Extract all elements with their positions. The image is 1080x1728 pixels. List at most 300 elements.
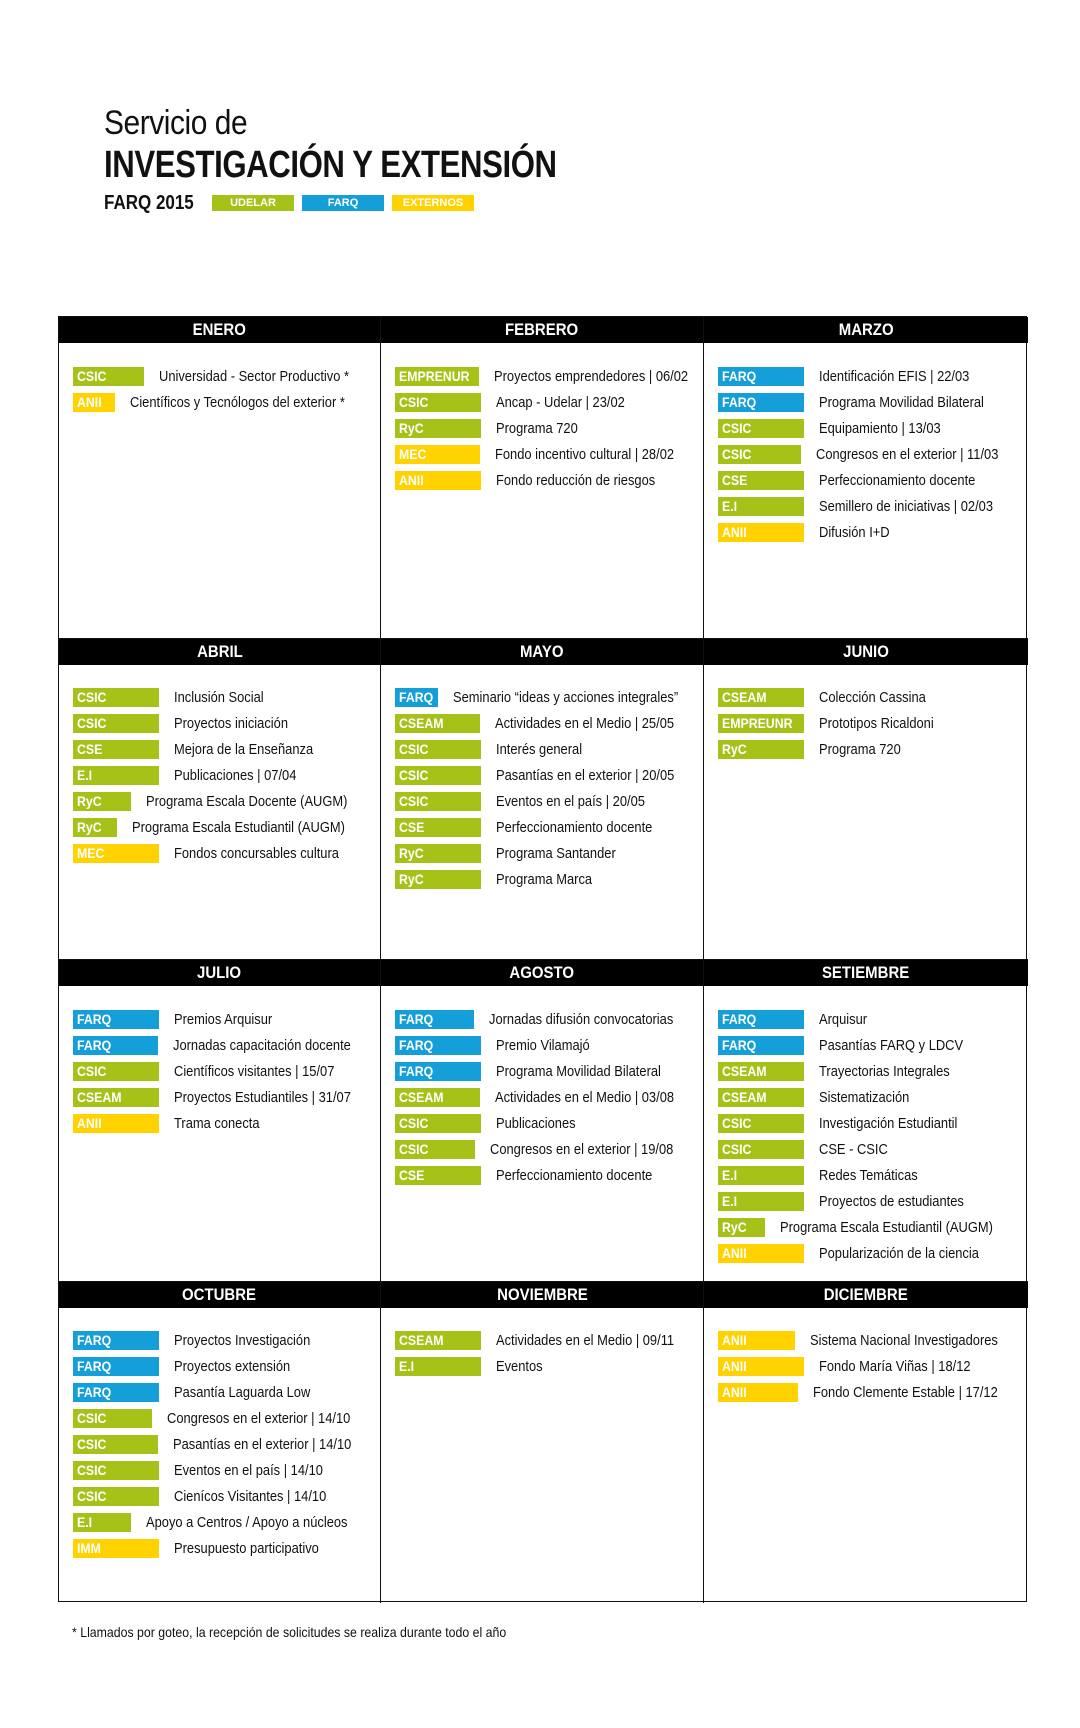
call-title: Fondo incentivo cultural | 28/02 xyxy=(494,445,674,463)
org-badge-label: ANII xyxy=(722,1332,747,1348)
list-item xyxy=(704,1084,1028,1110)
list-item xyxy=(59,363,380,389)
call-title: Perfeccionamiento docente xyxy=(496,1166,653,1184)
org-badge xyxy=(73,1357,159,1376)
org-badge-label: CSIC xyxy=(399,767,429,783)
org-badge-label: ANII xyxy=(77,1114,102,1131)
call-title: Jornadas capacitación docente xyxy=(173,1036,352,1054)
org-badge-label: FARQ xyxy=(399,689,434,705)
org-badge-label: FARQ xyxy=(77,1384,112,1400)
org-badge xyxy=(718,497,804,516)
month-diciembre xyxy=(704,1282,1028,1604)
org-badge xyxy=(718,1140,804,1159)
call-title: Actividades en el Medio | 03/08 xyxy=(494,1088,674,1106)
call-title: Seminario “ideas y acciones integrales” xyxy=(452,689,679,706)
org-badge xyxy=(718,1192,804,1211)
call-title: Redes Temáticas xyxy=(819,1166,918,1184)
call-title: Programa Marca xyxy=(496,871,593,888)
call-title: Científicos y Tecnólogos del exterior * xyxy=(130,393,346,411)
org-badge-label: FARQ xyxy=(722,367,757,384)
org-badge-label: MEC xyxy=(399,445,427,462)
entry-list xyxy=(704,665,1028,763)
call-title: Sistema Nacional Investigadores xyxy=(809,1332,998,1349)
list-item xyxy=(704,685,1028,711)
list-item xyxy=(59,1380,380,1406)
org-badge xyxy=(73,1383,159,1402)
org-badge xyxy=(73,1461,159,1480)
org-badge xyxy=(718,1331,795,1350)
list-item xyxy=(381,1136,703,1162)
list-item xyxy=(59,737,380,763)
org-badge-label: CSIC xyxy=(722,1114,752,1131)
entry-list xyxy=(704,1308,1028,1406)
org-badge-label: CSIC xyxy=(77,1462,107,1478)
list-item xyxy=(59,815,380,841)
org-badge-label: FARQ xyxy=(399,1062,434,1079)
call-title: Congresos en el exterior | 14/10 xyxy=(166,1410,351,1427)
call-title: Premios Arquisur xyxy=(174,1010,273,1028)
call-title: Eventos en el país | 20/05 xyxy=(496,793,645,810)
month-name: ABRIL xyxy=(196,641,243,661)
list-item xyxy=(381,441,703,467)
month-name: ENERO xyxy=(192,320,247,339)
org-badge-label: CSE xyxy=(399,1166,425,1183)
org-badge xyxy=(718,1218,765,1237)
org-badge xyxy=(395,445,480,464)
month-mayo xyxy=(381,639,704,961)
org-badge xyxy=(73,1062,159,1081)
legend-chip-udelar: UDELAR xyxy=(212,195,294,211)
list-item xyxy=(381,389,703,415)
org-badge xyxy=(718,1383,798,1402)
call-title: Programa Escala Estudiantil (AUGM) xyxy=(780,1218,994,1236)
call-title: Fondos concursables cultura xyxy=(174,845,339,862)
page-header xyxy=(104,104,656,214)
org-badge-label: RyC xyxy=(77,819,102,835)
org-badge xyxy=(395,1062,481,1081)
legend xyxy=(212,195,482,211)
call-title: Presupuesto participativo xyxy=(174,1540,319,1557)
org-badge xyxy=(718,1357,804,1376)
org-badge-label: E.I xyxy=(399,1358,415,1374)
list-item xyxy=(704,1162,1028,1188)
org-badge-label: RyC xyxy=(399,871,424,887)
org-badge-label: MEC xyxy=(77,845,105,861)
call-title: Identificación EFIS | 22/03 xyxy=(819,367,970,385)
month-header xyxy=(59,1282,380,1308)
call-title: Programa 720 xyxy=(819,741,901,758)
month-header xyxy=(704,1282,1028,1308)
org-badge xyxy=(395,1114,481,1133)
list-item xyxy=(704,415,1028,441)
list-item xyxy=(381,711,703,737)
org-badge-label: E.I xyxy=(77,767,93,783)
month-name: FEBRERO xyxy=(505,320,579,339)
month-header xyxy=(59,639,380,665)
org-badge xyxy=(718,1244,804,1263)
month-header xyxy=(381,960,703,986)
month-julio xyxy=(59,960,381,1282)
call-title: Perfeccionamiento docente xyxy=(819,471,976,489)
list-item xyxy=(381,1032,703,1058)
org-badge-label: RyC xyxy=(722,741,747,757)
subtitle-row xyxy=(104,192,656,214)
legend-chip-externos: EXTERNOS xyxy=(392,195,474,211)
org-badge-label: CSIC xyxy=(399,393,429,410)
month-enero xyxy=(59,317,381,639)
legend-chip-farq: FARQ xyxy=(302,195,384,211)
org-badge xyxy=(718,419,804,438)
list-item xyxy=(381,363,703,389)
org-badge-label: CSIC xyxy=(399,1114,429,1131)
call-title: Equipamiento | 13/03 xyxy=(819,419,941,437)
call-title: Pasantías en el exterior | 14/10 xyxy=(172,1436,351,1453)
list-item xyxy=(704,1188,1028,1214)
call-title: Proyectos de estudiantes xyxy=(819,1192,964,1210)
org-badge-label: CSIC xyxy=(77,367,107,384)
call-title: Programa Santander xyxy=(496,845,616,862)
list-item xyxy=(704,1214,1028,1240)
call-title: Programa Movilidad Bilateral xyxy=(819,393,984,411)
org-badge xyxy=(73,1331,159,1350)
org-badge-label: RyC xyxy=(77,793,102,809)
org-badge-label: CSEAM xyxy=(722,1088,767,1105)
month-name: JULIO xyxy=(197,963,242,982)
org-badge xyxy=(73,766,159,785)
list-item xyxy=(59,1432,380,1458)
call-title: Programa 720 xyxy=(496,419,578,437)
org-badge xyxy=(73,393,115,412)
call-title: CSE - CSIC xyxy=(819,1140,888,1158)
org-badge xyxy=(395,688,438,707)
org-badge-label: CSEAM xyxy=(722,689,767,705)
org-badge-label: ANII xyxy=(722,523,747,540)
call-title: Perfeccionamiento docente xyxy=(496,819,653,836)
org-badge-label: CSE xyxy=(399,819,425,835)
org-badge-label: CSIC xyxy=(77,715,107,731)
org-badge xyxy=(395,1010,474,1029)
org-badge-label: RyC xyxy=(399,845,424,861)
list-item xyxy=(59,1328,380,1354)
org-badge-label: FARQ xyxy=(399,1036,434,1053)
org-badge-label: E.I xyxy=(77,1514,93,1530)
list-item xyxy=(59,1458,380,1484)
call-title: Eventos xyxy=(496,1358,543,1375)
list-item xyxy=(381,1110,703,1136)
month-noviembre xyxy=(381,1282,704,1604)
month-octubre xyxy=(59,1282,381,1604)
list-item xyxy=(381,763,703,789)
org-badge xyxy=(73,367,144,386)
call-title: Fondo María Viñas | 18/12 xyxy=(819,1358,971,1375)
month-header xyxy=(381,1282,703,1308)
org-badge-label: CSIC xyxy=(722,445,752,462)
list-item xyxy=(704,441,1028,467)
call-title: Inclusión Social xyxy=(174,689,264,706)
list-item xyxy=(381,867,703,893)
call-title: Congresos en el exterior | 11/03 xyxy=(815,445,999,463)
org-badge-label: CSIC xyxy=(722,419,752,436)
org-badge-label: CSIC xyxy=(77,1488,107,1504)
org-badge-label: IMM xyxy=(77,1540,101,1556)
list-item xyxy=(704,711,1028,737)
org-badge xyxy=(395,870,481,889)
call-title: Publicaciones | 07/04 xyxy=(174,767,297,784)
month-name: MARZO xyxy=(838,320,894,339)
org-badge xyxy=(395,740,481,759)
footnote: * Llamados por goteo, la recepción de solicitudes se realiza durante todo el año xyxy=(72,1624,507,1640)
call-title: Investigación Estudiantil xyxy=(819,1114,958,1132)
call-title: Cienícos Visitantes | 14/10 xyxy=(174,1488,327,1505)
org-badge xyxy=(718,367,804,386)
org-badge-label: CSIC xyxy=(722,1140,752,1157)
list-item xyxy=(704,493,1028,519)
org-badge-label: CSEAM xyxy=(77,1088,122,1105)
org-badge xyxy=(718,688,804,707)
call-title: Programa Escala Docente (AUGM) xyxy=(145,793,348,810)
org-badge xyxy=(395,1331,481,1350)
call-title: Proyectos emprendedores | 06/02 xyxy=(494,367,689,385)
org-badge xyxy=(718,714,804,733)
org-badge xyxy=(395,1357,481,1376)
entry-list xyxy=(59,1308,380,1562)
entry-list xyxy=(381,986,703,1188)
title-line-1: Servicio de xyxy=(104,104,248,142)
call-title: Pasantías en el exterior | 20/05 xyxy=(495,767,674,784)
month-abril xyxy=(59,639,381,961)
org-badge-label: EMPRENUR xyxy=(399,367,470,384)
list-item xyxy=(381,815,703,841)
org-badge-label: ANII xyxy=(722,1244,747,1261)
subtitle: FARQ 2015 xyxy=(104,191,194,214)
org-badge-label: ANII xyxy=(77,393,102,410)
list-item xyxy=(381,1084,703,1110)
org-badge xyxy=(395,714,480,733)
org-badge xyxy=(73,818,117,837)
org-badge xyxy=(73,1036,158,1055)
call-title: Interés general xyxy=(496,741,583,758)
month-header xyxy=(59,317,380,343)
entry-list xyxy=(704,986,1028,1266)
list-item xyxy=(59,1006,380,1032)
org-badge xyxy=(395,1166,481,1185)
org-badge xyxy=(73,1513,131,1532)
call-title: Pasantía Laguarda Low xyxy=(174,1384,311,1401)
entry-list xyxy=(59,665,380,867)
org-badge-label: ANII xyxy=(399,471,424,488)
month-header xyxy=(704,960,1028,986)
call-title: Premio Vilamajó xyxy=(496,1036,590,1054)
org-badge-label: FARQ xyxy=(77,1010,112,1027)
org-badge xyxy=(718,1088,804,1107)
entry-list xyxy=(381,665,703,893)
calendar-grid xyxy=(58,316,1027,1602)
list-item xyxy=(59,841,380,867)
entry-list xyxy=(381,1308,703,1380)
call-title: Apoyo a Centros / Apoyo a núcleos xyxy=(145,1514,348,1531)
month-febrero xyxy=(381,317,704,639)
list-item xyxy=(381,789,703,815)
call-title: Actividades en el Medio | 09/11 xyxy=(495,1332,675,1349)
org-badge-label: CSEAM xyxy=(722,1062,767,1079)
call-title: Programa Movilidad Bilateral xyxy=(496,1062,661,1080)
org-badge-label: ANII xyxy=(722,1358,747,1374)
org-badge xyxy=(73,1539,159,1558)
org-badge xyxy=(73,1487,159,1506)
org-badge xyxy=(395,367,479,386)
org-badge-label: CSIC xyxy=(399,741,429,757)
month-marzo xyxy=(704,317,1028,639)
call-title: Proyectos Estudiantiles | 31/07 xyxy=(174,1088,351,1106)
list-item xyxy=(704,1354,1028,1380)
org-badge-label: CSIC xyxy=(77,1410,107,1426)
entry-list xyxy=(59,986,380,1136)
list-item xyxy=(381,1058,703,1084)
month-agosto xyxy=(381,960,704,1282)
list-item xyxy=(704,1110,1028,1136)
org-badge xyxy=(395,471,481,490)
call-title: Mejora de la Enseñanza xyxy=(174,741,314,758)
org-badge-label: CSE xyxy=(722,471,748,488)
list-item xyxy=(381,415,703,441)
org-badge-label: CSIC xyxy=(77,1436,107,1452)
org-badge xyxy=(73,1088,159,1107)
org-badge xyxy=(395,844,481,863)
call-title: Actividades en el Medio | 25/05 xyxy=(494,715,674,732)
call-title: Programa Escala Estudiantil (AUGM) xyxy=(132,819,346,836)
org-badge-label: FARQ xyxy=(722,393,757,410)
call-title: Jornadas difusión convocatorias xyxy=(488,1010,673,1028)
org-badge xyxy=(395,1088,480,1107)
org-badge xyxy=(395,393,481,412)
call-title: Trayectorias Integrales xyxy=(819,1062,950,1080)
list-item xyxy=(59,1058,380,1084)
call-title: Prototipos Ricaldoni xyxy=(819,715,934,732)
org-badge xyxy=(718,445,801,464)
call-title: Difusión I+D xyxy=(819,523,890,541)
list-item xyxy=(59,1354,380,1380)
entry-list xyxy=(704,343,1028,545)
list-item xyxy=(704,519,1028,545)
org-badge-label: FARQ xyxy=(77,1358,112,1374)
org-badge xyxy=(718,1036,804,1055)
call-title: Arquisur xyxy=(819,1010,868,1028)
month-header xyxy=(381,317,703,343)
list-item xyxy=(59,1406,380,1432)
list-item xyxy=(704,1328,1028,1354)
list-item xyxy=(381,467,703,493)
month-header xyxy=(704,317,1028,343)
list-item xyxy=(704,1032,1028,1058)
org-badge-label: CSIC xyxy=(77,1062,107,1079)
org-badge xyxy=(718,740,804,759)
call-title: Sistematización xyxy=(819,1088,910,1106)
org-badge-label: RyC xyxy=(399,419,424,436)
list-item xyxy=(381,841,703,867)
call-title: Colección Cassina xyxy=(819,689,926,706)
call-title: Semillero de iniciativas | 02/03 xyxy=(819,497,994,515)
org-badge xyxy=(73,1435,158,1454)
org-badge xyxy=(718,1010,804,1029)
org-badge xyxy=(718,471,804,490)
org-badge-label: FARQ xyxy=(722,1036,757,1053)
list-item xyxy=(704,1380,1028,1406)
list-item xyxy=(704,467,1028,493)
call-title: Publicaciones xyxy=(496,1114,576,1132)
call-title: Pasantías FARQ y LDCV xyxy=(819,1036,964,1054)
org-badge-label: FARQ xyxy=(77,1332,112,1348)
org-badge xyxy=(395,1036,481,1055)
call-title: Trama conecta xyxy=(174,1114,260,1132)
org-badge xyxy=(395,792,481,811)
org-badge-label: RyC xyxy=(722,1218,747,1235)
call-title: Fondo reducción de riesgos xyxy=(496,471,656,489)
list-item xyxy=(59,763,380,789)
list-item xyxy=(704,363,1028,389)
list-item xyxy=(59,389,380,415)
org-badge xyxy=(395,766,481,785)
org-badge xyxy=(395,419,481,438)
month-name: DICIEMBRE xyxy=(824,1284,908,1304)
org-badge-label: E.I xyxy=(722,1192,738,1209)
org-badge xyxy=(73,740,159,759)
org-badge xyxy=(718,1114,804,1133)
list-item xyxy=(704,1006,1028,1032)
list-item xyxy=(381,1162,703,1188)
org-badge-label: EMPREUNR xyxy=(722,715,793,731)
entry-list xyxy=(381,343,703,493)
call-title: Proyectos iniciación xyxy=(174,715,289,732)
month-name: NOVIEMBRE xyxy=(496,1284,588,1304)
list-item xyxy=(381,685,703,711)
list-item xyxy=(381,1354,703,1380)
list-item xyxy=(381,1328,703,1354)
org-badge-label: CSIC xyxy=(399,793,429,809)
call-title: Universidad - Sector Productivo * xyxy=(159,367,350,385)
org-badge-label: CSIC xyxy=(77,689,107,705)
month-name: AGOSTO xyxy=(509,963,575,982)
entry-list xyxy=(59,343,380,415)
org-badge-label: ANII xyxy=(722,1384,747,1400)
org-badge xyxy=(73,714,159,733)
org-badge-label: FARQ xyxy=(399,1010,434,1027)
month-name: MAYO xyxy=(520,641,564,661)
call-title: Eventos en el país | 14/10 xyxy=(174,1462,323,1479)
org-badge xyxy=(73,1409,152,1428)
month-header xyxy=(59,960,380,986)
list-item xyxy=(59,1032,380,1058)
list-item xyxy=(59,1510,380,1536)
call-title: Popularización de la ciencia xyxy=(819,1244,979,1262)
org-badge xyxy=(73,1010,159,1029)
org-badge xyxy=(718,393,804,412)
org-badge xyxy=(395,818,481,837)
month-header xyxy=(704,639,1028,665)
org-badge-label: FARQ xyxy=(722,1010,757,1027)
org-badge xyxy=(73,688,159,707)
list-item xyxy=(381,737,703,763)
list-item xyxy=(704,1136,1028,1162)
month-name: SETIEMBRE xyxy=(822,963,910,982)
org-badge xyxy=(718,1166,804,1185)
org-badge-label: CSIC xyxy=(399,1140,429,1157)
call-title: Congresos en el exterior | 19/08 xyxy=(489,1140,674,1158)
org-badge xyxy=(73,792,131,811)
list-item xyxy=(59,789,380,815)
call-title: Proyectos extensión xyxy=(174,1358,291,1375)
org-badge xyxy=(718,523,804,542)
list-item xyxy=(59,1536,380,1562)
